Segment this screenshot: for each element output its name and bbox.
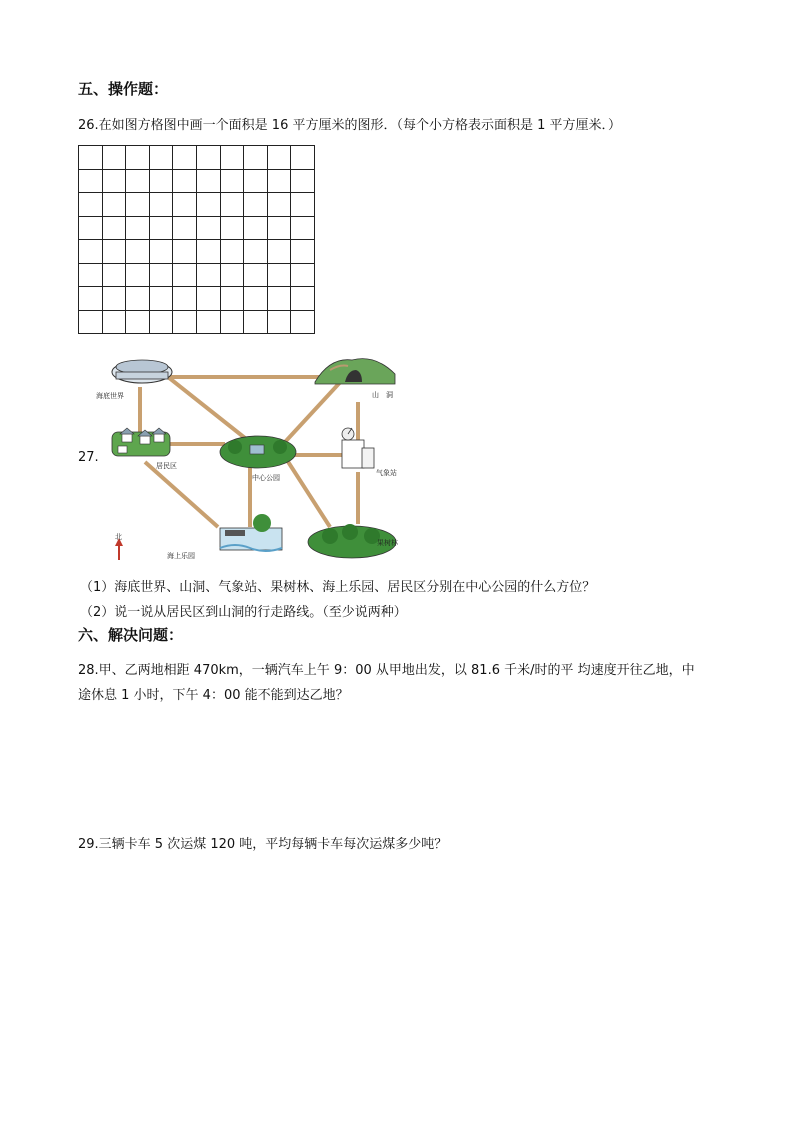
grid-cell[interactable] xyxy=(221,217,245,241)
grid-cell[interactable] xyxy=(291,146,315,170)
grid-cell[interactable] xyxy=(197,311,221,335)
grid-cell[interactable] xyxy=(291,193,315,217)
grid-cell[interactable] xyxy=(79,287,103,311)
grid-cell[interactable] xyxy=(126,193,150,217)
grid-cell[interactable] xyxy=(268,287,292,311)
map-label-cave: 山 洞 xyxy=(372,391,393,399)
question-29: 29.三辆卡车 5 次运煤 120 吨，平均每辆卡车每次运煤多少吨？ xyxy=(78,837,448,852)
grid-cell[interactable] xyxy=(126,240,150,264)
grid-cell[interactable] xyxy=(103,170,127,194)
grid-cell[interactable] xyxy=(221,311,245,335)
question-27-part-1: （1）海底世界、山洞、气象站、果树林、海上乐园、居民区分别在中心公园的什么方位？ xyxy=(80,580,596,595)
grid-cell[interactable] xyxy=(244,311,268,335)
grid-cell[interactable] xyxy=(173,264,197,288)
grid-cell[interactable] xyxy=(221,240,245,264)
grid-cell[interactable] xyxy=(126,217,150,241)
map-label-ocean-world: 海底世界 xyxy=(96,392,124,400)
question-27-number: 27. xyxy=(78,450,99,465)
question-28-line-2: 途休息 1 小时，下午 4：00 能不能到达乙地？ xyxy=(78,688,349,703)
grid-cell[interactable] xyxy=(244,193,268,217)
grid-cell[interactable] xyxy=(150,146,174,170)
grid-cell[interactable] xyxy=(221,193,245,217)
grid-cell[interactable] xyxy=(150,264,174,288)
grid-cell[interactable] xyxy=(268,193,292,217)
grid-cell[interactable] xyxy=(173,170,197,194)
grid-cell[interactable] xyxy=(173,287,197,311)
map-label-central-park: 中心公园 xyxy=(252,474,280,482)
grid-cell[interactable] xyxy=(126,170,150,194)
square-grid[interactable] xyxy=(78,145,315,334)
grid-cell[interactable] xyxy=(173,193,197,217)
map-label-sea-park: 海上乐园 xyxy=(167,552,195,560)
grid-cell[interactable] xyxy=(79,170,103,194)
grid-cell[interactable] xyxy=(173,217,197,241)
grid-cell[interactable] xyxy=(221,264,245,288)
grid-cell[interactable] xyxy=(103,287,127,311)
grid-cell[interactable] xyxy=(221,146,245,170)
grid-cell[interactable] xyxy=(268,240,292,264)
grid-cell[interactable] xyxy=(150,193,174,217)
grid-cell[interactable] xyxy=(291,287,315,311)
grid-cell[interactable] xyxy=(103,146,127,170)
grid-cell[interactable] xyxy=(268,217,292,241)
grid-cell[interactable] xyxy=(197,264,221,288)
grid-cell[interactable] xyxy=(221,287,245,311)
grid-cell[interactable] xyxy=(244,217,268,241)
grid-cell[interactable] xyxy=(126,311,150,335)
grid-cell[interactable] xyxy=(150,287,174,311)
grid-cell[interactable] xyxy=(150,170,174,194)
grid-cell[interactable] xyxy=(103,217,127,241)
map-label-weather-station: 气象站 xyxy=(376,469,397,477)
grid-cell[interactable] xyxy=(268,311,292,335)
grid-cell[interactable] xyxy=(79,240,103,264)
grid-cell[interactable] xyxy=(126,146,150,170)
residential-area-icon xyxy=(112,428,170,456)
grid-cell[interactable] xyxy=(79,193,103,217)
grid-cell[interactable] xyxy=(150,311,174,335)
grid-cell[interactable] xyxy=(173,311,197,335)
grid-cell[interactable] xyxy=(79,217,103,241)
grid-cell[interactable] xyxy=(197,193,221,217)
section-heading-6: 六、解决问题： xyxy=(78,626,184,644)
grid-cell[interactable] xyxy=(197,240,221,264)
grid-cell[interactable] xyxy=(173,240,197,264)
grid-cell[interactable] xyxy=(268,146,292,170)
grid-cell[interactable] xyxy=(197,146,221,170)
grid-cell[interactable] xyxy=(173,146,197,170)
map-label-orchard: 果树林 xyxy=(377,539,398,547)
grid-cell[interactable] xyxy=(197,287,221,311)
ocean-world-icon xyxy=(112,360,172,383)
grid-cell[interactable] xyxy=(244,287,268,311)
grid-cell[interactable] xyxy=(291,217,315,241)
grid-cell[interactable] xyxy=(79,146,103,170)
grid-cell[interactable] xyxy=(244,264,268,288)
grid-cell[interactable] xyxy=(150,240,174,264)
grid-cell[interactable] xyxy=(244,170,268,194)
grid-cell[interactable] xyxy=(103,240,127,264)
grid-cell[interactable] xyxy=(103,311,127,335)
grid-cell[interactable] xyxy=(126,264,150,288)
grid-cell[interactable] xyxy=(268,264,292,288)
grid-cell[interactable] xyxy=(103,264,127,288)
grid-cell[interactable] xyxy=(244,240,268,264)
grid-cell[interactable] xyxy=(291,170,315,194)
map-illustration xyxy=(90,352,420,562)
map-label-north: 北 xyxy=(115,533,122,541)
grid-cell[interactable] xyxy=(126,287,150,311)
grid-cell[interactable] xyxy=(291,264,315,288)
section-heading-5: 五、操作题： xyxy=(78,80,169,98)
grid-cell[interactable] xyxy=(103,193,127,217)
grid-cell[interactable] xyxy=(79,311,103,335)
map-label-residential: 居民区 xyxy=(156,462,177,470)
central-park-icon xyxy=(220,436,296,468)
grid-cell[interactable] xyxy=(244,146,268,170)
question-26: 26.在如图方格图中画一个面积是 16 平方厘米的图形．（每个小方格表示面积是 1 平方厘米．） xyxy=(78,118,622,133)
grid-cell[interactable] xyxy=(150,217,174,241)
grid-cell[interactable] xyxy=(268,170,292,194)
question-28-line-1: 28.甲、乙两地相距 470km，一辆汽车上午 9：00 从甲地出发，以 81.6 千米/时的平 均速度开往乙地，中 xyxy=(78,663,695,678)
grid-cell[interactable] xyxy=(291,240,315,264)
grid-cell[interactable] xyxy=(221,170,245,194)
grid-cell[interactable] xyxy=(79,264,103,288)
grid-cell[interactable] xyxy=(197,170,221,194)
question-27-part-2: （2）说一说从居民区到山洞的行走路线。（至少说两种） xyxy=(80,605,407,620)
grid-cell[interactable] xyxy=(291,311,315,335)
cave-icon xyxy=(315,359,395,384)
grid-cell[interactable] xyxy=(197,217,221,241)
